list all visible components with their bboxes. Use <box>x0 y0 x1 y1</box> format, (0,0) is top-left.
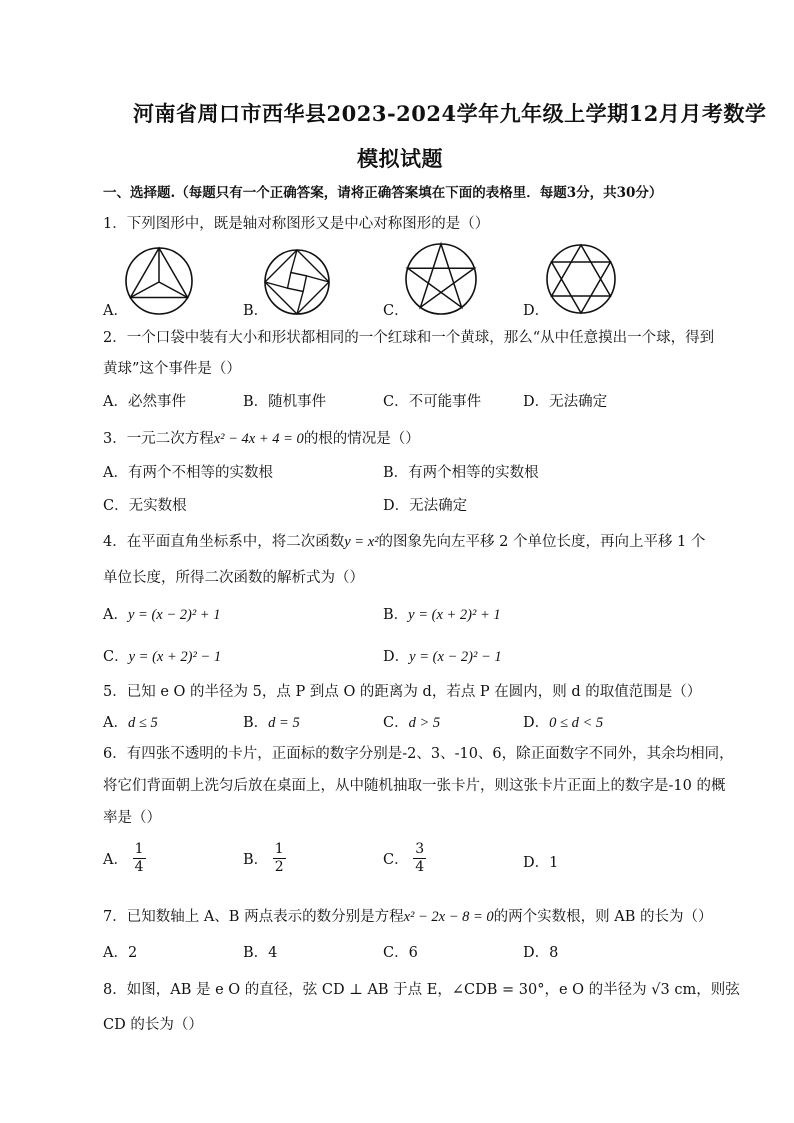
section-heading: 一、选择题.（每题只有一个正确答案，请将正确答案填在下面的表格里．每题3分，共30分） <box>103 185 663 201</box>
question-2-line-2: 黄球”这个事件是（） <box>103 361 241 377</box>
figure-b-pinwheel-square-in-circle <box>262 247 332 317</box>
q4-option-c <box>103 645 221 666</box>
q6-option-a-fraction <box>133 841 146 876</box>
q6-option-c-fraction <box>413 841 426 876</box>
question-8-line-1: 8．如图，AB 是 e O 的直径，弦 CD ⊥ AB 于点 E，∠CDB = 30°，e O 的半径为 √3 cm，则弦 <box>103 982 740 998</box>
question-7 <box>103 905 713 926</box>
q4-option-a-math: y = (x − 2)² + 1 <box>127 607 221 623</box>
figure-a-triangle-in-circle <box>123 245 195 317</box>
q6-c-numerator: 3 <box>415 841 425 857</box>
q4-option-b-math: y = (x + 2)² + 1 <box>408 607 501 623</box>
q7-equation: x² − 2x − 8 = 0 <box>403 909 494 925</box>
q7-text-post: 的两个实数根，则 AB 的长为（） <box>493 909 713 925</box>
q5-option-b <box>243 711 300 732</box>
q3-option-c: C．无实数根 <box>103 498 187 514</box>
question-2-line-1: 2．一个口袋中装有大小和形状都相同的一个红球和一个黄球，那么“从中任意摸出一个球，得到 <box>103 330 715 346</box>
q4-option-c-label: C． <box>103 649 129 665</box>
q4-option-d <box>383 645 502 666</box>
q2-option-d: D．无法确定 <box>523 394 608 410</box>
question-3 <box>103 427 420 448</box>
q7-option-b: B．4 <box>243 945 278 961</box>
q5-option-b-math: d = 5 <box>268 715 300 731</box>
question-5: 5．已知 e O 的半径为 5，点 P 到点 O 的距离为 d，若点 P 在圆内，则 d 的取值范围是（） <box>103 684 702 700</box>
page-title: 河南省周口市西华县2023-2024学年九年级上学期12月月考数学 <box>133 101 767 126</box>
q6-option-c-label: C． <box>383 852 409 868</box>
q4-option-a-label: A． <box>103 607 128 623</box>
figure-c-pentagram-in-circle <box>403 241 479 317</box>
q6-b-denominator: 2 <box>274 859 284 875</box>
q7-text-pre: 7．已知数轴上 A、B 两点表示的数分别是方程 <box>103 909 404 925</box>
q1-option-c: C． <box>383 303 409 319</box>
q4-option-a <box>103 603 220 624</box>
figure-d-hexagram-in-circle <box>544 242 618 316</box>
q3-equation: x² − 4x + 4 = 0 <box>213 431 304 447</box>
q5-option-d-label: D． <box>523 715 550 731</box>
q4-option-d-label: D． <box>383 649 410 665</box>
q1-option-a: A． <box>103 303 128 319</box>
q5-option-c-math: d > 5 <box>408 715 441 731</box>
q4-option-d-math: y = (x − 2)² − 1 <box>409 649 502 665</box>
q5-option-b-label: B． <box>243 715 269 731</box>
q5-option-d-math: 0 ≤ d < 5 <box>549 715 604 731</box>
q6-option-c <box>383 841 426 876</box>
question-6-line-1: 6．有四张不透明的卡片，正面标的数字分别是-2、3、-10、6，除正面数字不同外，其余均相同， <box>103 746 734 762</box>
question-4-line-2: 单位长度，所得二次函数的解析式为（） <box>103 570 364 586</box>
q7-option-c: C．6 <box>383 945 418 961</box>
q6-option-b <box>243 841 286 876</box>
q6-c-denominator: 4 <box>415 859 425 875</box>
q2-option-a: A．必然事件 <box>103 394 186 410</box>
q5-option-c-label: C． <box>383 715 409 731</box>
q5-option-a <box>103 711 158 732</box>
q2-option-c: C．不可能事件 <box>383 394 482 410</box>
q1-option-d: D． <box>523 303 550 319</box>
q6-option-a-label: A． <box>103 852 128 868</box>
q5-option-a-label: A． <box>103 715 128 731</box>
q4-option-c-math: y = (x + 2)² − 1 <box>128 649 222 665</box>
q5-option-a-math: d ≤ 5 <box>127 715 158 731</box>
q1-option-b: B． <box>243 303 269 319</box>
question-6-line-2: 将它们背面朝上洗匀后放在桌面上，从中随机抽取一张卡片，则这张卡片正面上的数字是-10 的概 <box>103 778 726 794</box>
q3-text-post: 的根的情况是（） <box>303 431 420 447</box>
q6-option-b-label: B． <box>243 852 269 868</box>
question-1: 1．下列图形中，既是轴对称图形又是中心对称图形的是（） <box>103 216 490 232</box>
q6-option-d: D．1 <box>523 855 559 871</box>
q3-option-b: B．有两个相等的实数根 <box>383 465 539 481</box>
question-4-line-1 <box>103 530 705 551</box>
q5-option-d <box>523 711 603 732</box>
question-6-line-3: 率是（） <box>103 810 161 826</box>
q4-option-b-label: B． <box>383 607 409 623</box>
q3-option-d: D．无法确定 <box>383 498 468 514</box>
q6-option-b-fraction <box>273 841 286 876</box>
page-subtitle: 模拟试题 <box>357 146 443 171</box>
q4-option-b <box>383 603 501 624</box>
q2-option-b: B．随机事件 <box>243 394 327 410</box>
question-8-line-2: CD 的长为（） <box>103 1017 203 1033</box>
q3-option-a: A．有两个不相等的实数根 <box>103 465 273 481</box>
q4-function: y = x² <box>344 534 379 550</box>
q4-text-post: 的图象先向左平移 2 个单位长度，再向上平移 1 个 <box>378 534 706 550</box>
q6-a-numerator: 1 <box>134 841 144 857</box>
q6-option-a <box>103 841 146 876</box>
q6-a-denominator: 4 <box>134 859 144 875</box>
q3-text-pre: 3．一元二次方程 <box>103 431 214 447</box>
q4-text-pre: 4．在平面直角坐标系中，将二次函数 <box>103 534 345 550</box>
q7-option-a: A．2 <box>103 945 138 961</box>
q7-option-d: D．8 <box>523 945 559 961</box>
q5-option-c <box>383 711 440 732</box>
q6-b-numerator: 1 <box>274 841 284 857</box>
